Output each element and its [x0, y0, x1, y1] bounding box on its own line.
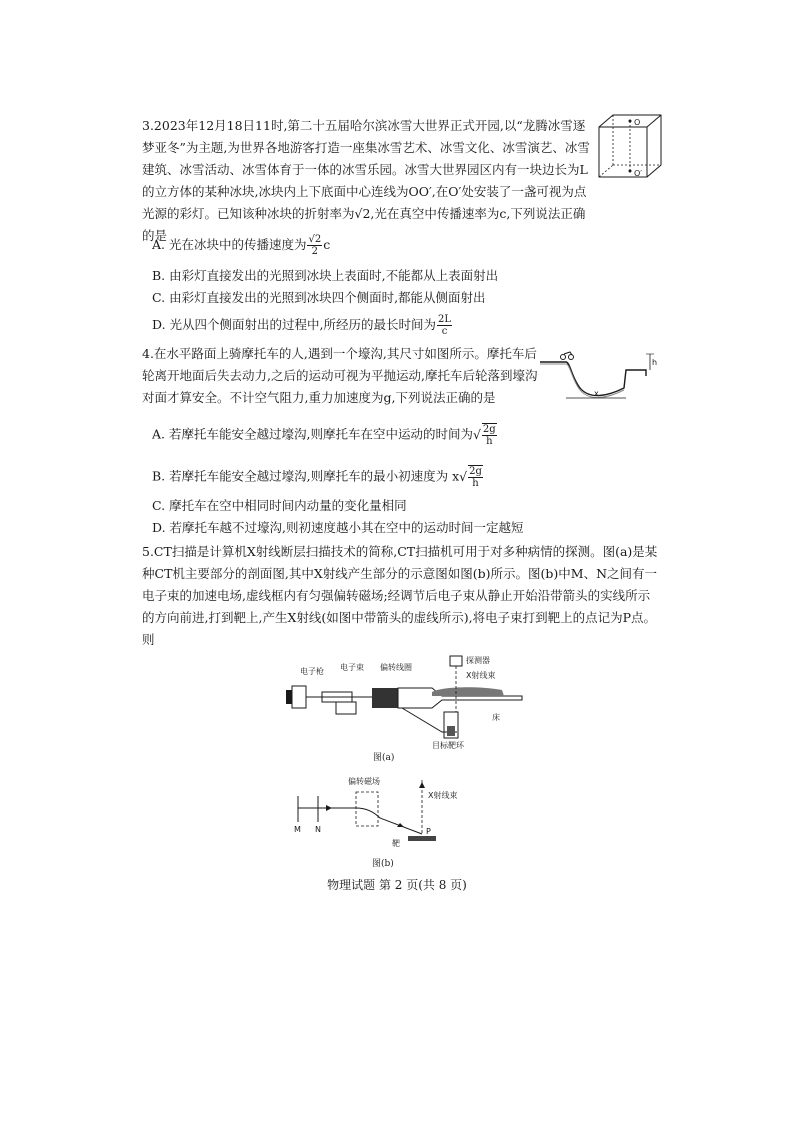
label-electron-beam: 电子束 [340, 663, 364, 672]
label-h: h [652, 358, 658, 367]
label-O: O [634, 118, 641, 127]
q3-option-c: C. 由彩灯直接发出的光照到冰块四个侧面时,都能从侧面射出 [152, 290, 486, 305]
question-5 [142, 541, 662, 651]
label-xray-beam-b: X射线束 [428, 791, 458, 800]
q4-option-d: D. 若摩托车越不过壕沟,则初速度越小其在空中的运动时间一定越短 [152, 520, 524, 535]
label-M: M [294, 825, 301, 834]
figure-a-caption: 图(a) [373, 753, 395, 763]
q3-option-b: B. 由彩灯直接发出的光照到冰块上表面时,不能都从上表面射出 [152, 268, 499, 283]
figure-b-caption: 图(b) [372, 859, 394, 869]
label-x: x [594, 389, 599, 398]
q3-option-a: A. 光在冰块中的传播速度为 $\frac{√2}{2}$ c [152, 234, 331, 257]
fraction: $\frac{2L}{c}$ [438, 314, 452, 337]
question-5-stem: 5.CT扫描是计算机X射线断层扫描技术的简称,CT扫描机可用于对多种病情的探测。图(a)是某种CT机主要部分的剖面图,其中X射线产生部分的示意图如图(b)所示。图(b)中M、N之间有一电子束的加速电场,虚线框内有匀强偏转磁场;经调节后电子束从静止开始沿带箭头的实线所示的方向前进,打到靶上,产生X射线(如图中带箭头的虚线所示),将电子束打到靶上的点记为P点。则 [142, 544, 658, 647]
label-O-prime: O′ [634, 169, 643, 178]
question-3-stem: 3.2023年12月18日11时,第二十五届哈尔滨冰雪大世界正式开园,以“龙腾冰雪逐梦亚冬”为主题,为世界各地游客打造一座集冰雪艺术、冰雪文化、冰雪演艺、冰雪建筑、冰雪活动、冰雪体育于一体的冰雪乐园。冰雪大世界园区内有一块边长为L的立方体的某种冰块,冰块内上下底面中心连线为OO′,在O′处安装了一盏可视为点光源的彩灯。已知该种冰块的折射率为√2,光在真空中传播速率为c,下列说法正确的是 [142, 118, 590, 243]
label-bed: 床 [492, 713, 500, 722]
q4-option-b: B. 若摩托车能安全越过壕沟,则摩托车的最小初速度为 x√ $\frac{2g}{h}$ [152, 466, 482, 489]
label-N: N [315, 825, 321, 834]
question-4-stem: 4.在水平路面上骑摩托车的人,遇到一个壕沟,其尺寸如图所示。摩托车后轮离开地面后失去动力,之后的运动可视为平抛运动,摩托车后轮落到壕沟对面才算安全。不计空气阻力,重力加速度为g,下列说法正确的是 [142, 346, 538, 405]
ditch-figure [538, 348, 662, 404]
label-electron-gun: 电子枪 [300, 667, 324, 676]
question-3 [142, 115, 597, 247]
label-target-ring: 目标靶环 [432, 741, 464, 750]
label-detector: 探测器 [466, 656, 490, 665]
q4-option-a: A. 若摩托车能安全越过壕沟,则摩托车在空中运动的时间为√ $\frac{2g}{h}$ [152, 424, 496, 447]
sqrt-sign: √ [459, 469, 468, 484]
ice-cube-figure [597, 113, 663, 181]
xray-generator-figure-b [288, 770, 488, 856]
label-deflection-field: 偏转磁场 [348, 777, 380, 786]
label-xray-beam: X射线束 [466, 671, 496, 680]
page-footer: 物理试题 第 2 页(共 8 页) [327, 878, 467, 892]
ct-machine-figure-a [282, 652, 532, 752]
q3-option-d: D. 光从四个侧面射出的过程中,所经历的最长时间为 $\frac{2L}{c}$ [152, 314, 452, 337]
fraction: $\frac{2g}{h}$ [482, 424, 496, 447]
fraction: $\frac{2g}{h}$ [469, 466, 482, 489]
label-deflection-coil: 偏转线圈 [380, 663, 412, 672]
q4-option-c: C. 摩托车在空中相同时间内动量的变化量相同 [152, 498, 407, 513]
sqrt-sign: √ [472, 427, 481, 442]
label-P: P [426, 827, 431, 836]
fraction: $\frac{√2}{2}$ [308, 234, 322, 257]
label-target: 靶 [392, 839, 400, 848]
question-4 [142, 343, 542, 409]
